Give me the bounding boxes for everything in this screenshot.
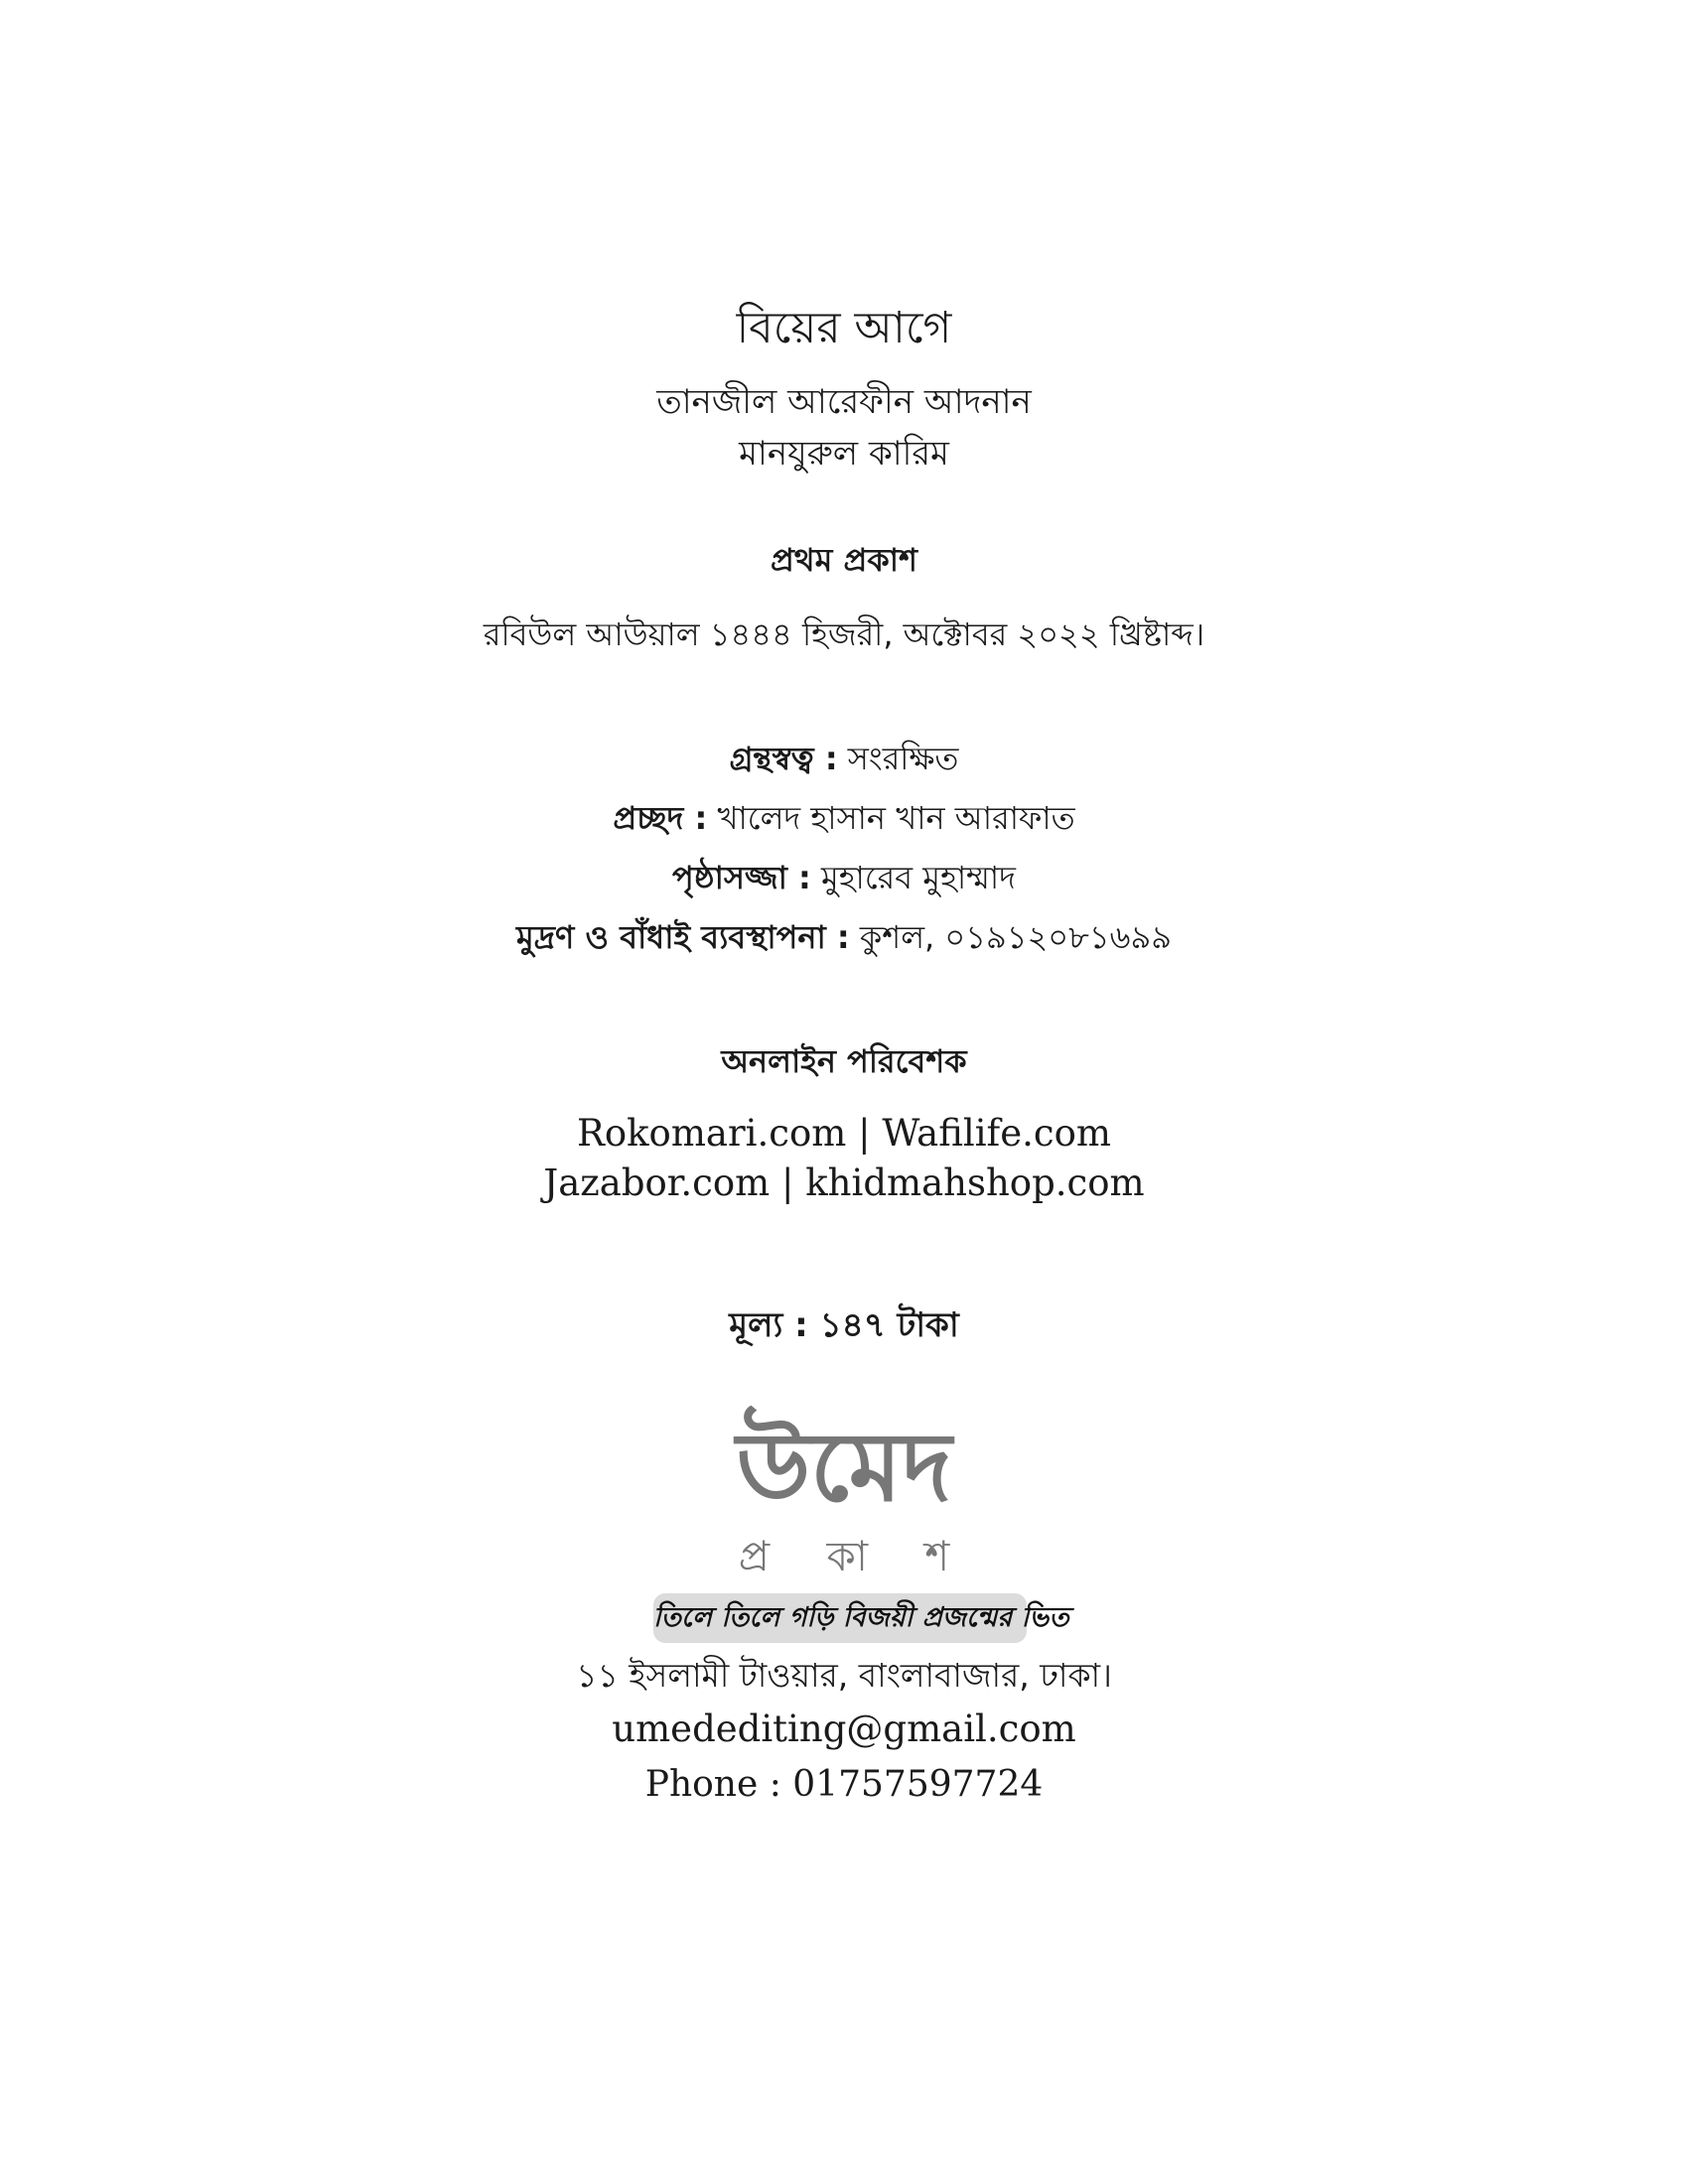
- online-distributor-line-2: Jazabor.com | khidmahshop.com: [543, 1161, 1145, 1204]
- first-publication-date: রবিউল আউয়াল ১৪৪৪ হিজরী, অক্টোবর ২০২২ খ্রিষ্টাব্দ।: [483, 615, 1205, 653]
- publisher-email: umedediting@gmail.com: [612, 1707, 1076, 1750]
- author-name-1: তানজীল আরেফীন আদনান: [656, 382, 1032, 422]
- credit-label: মুদ্রণ ও বাঁধাই ব্যবস্থাপনা :: [516, 918, 850, 956]
- publisher-tagline: তিলে তিলে গড়ি বিজয়ী প্রজন্মের ভিত: [653, 1593, 1027, 1643]
- credit-value: মুহারেব মুহাম্মাদ: [820, 859, 1016, 896]
- price-label: মূল্য : ১৪৭ টাকা: [729, 1305, 959, 1345]
- publisher-address: ১১ ইসলামী টাওয়ার, বাংলাবাজার, ঢাকা।: [576, 1656, 1112, 1695]
- credit-label: প্রচ্ছদ :: [613, 799, 708, 837]
- credit-label: পৃষ্ঠাসজ্জা :: [672, 859, 811, 896]
- author-name-2: মানযুরুল কারিম: [739, 434, 949, 474]
- credit-printing: [0, 918, 1688, 956]
- book-title: বিয়ের আগে: [736, 303, 952, 353]
- credit-value: সংরক্ষিত: [847, 740, 959, 777]
- credit-value: কুশল, ০১৯১২০৮১৬৯৯: [859, 918, 1172, 956]
- credit-layout: [0, 859, 1688, 896]
- credit-label: গ্রন্থস্বত্ব :: [729, 740, 838, 777]
- publisher-logo-word: উমেদ: [736, 1412, 952, 1523]
- first-publication-heading: প্রথম প্রকাশ: [770, 541, 917, 579]
- publisher-logo-subtitle: প্র কা শ: [738, 1532, 972, 1580]
- credit-value: খালেদ হাসান খান আরাফাত: [717, 799, 1075, 837]
- publisher-phone: Phone : 01757597724: [644, 1764, 1044, 1805]
- publisher-logo: [715, 1412, 973, 1588]
- credit-copyright: [0, 740, 1688, 777]
- credit-cover: [0, 799, 1688, 837]
- online-distributor-line-1: Rokomari.com | Wafilife.com: [577, 1112, 1111, 1155]
- online-distributor-heading: অনলাইন পরিবেশক: [721, 1042, 967, 1080]
